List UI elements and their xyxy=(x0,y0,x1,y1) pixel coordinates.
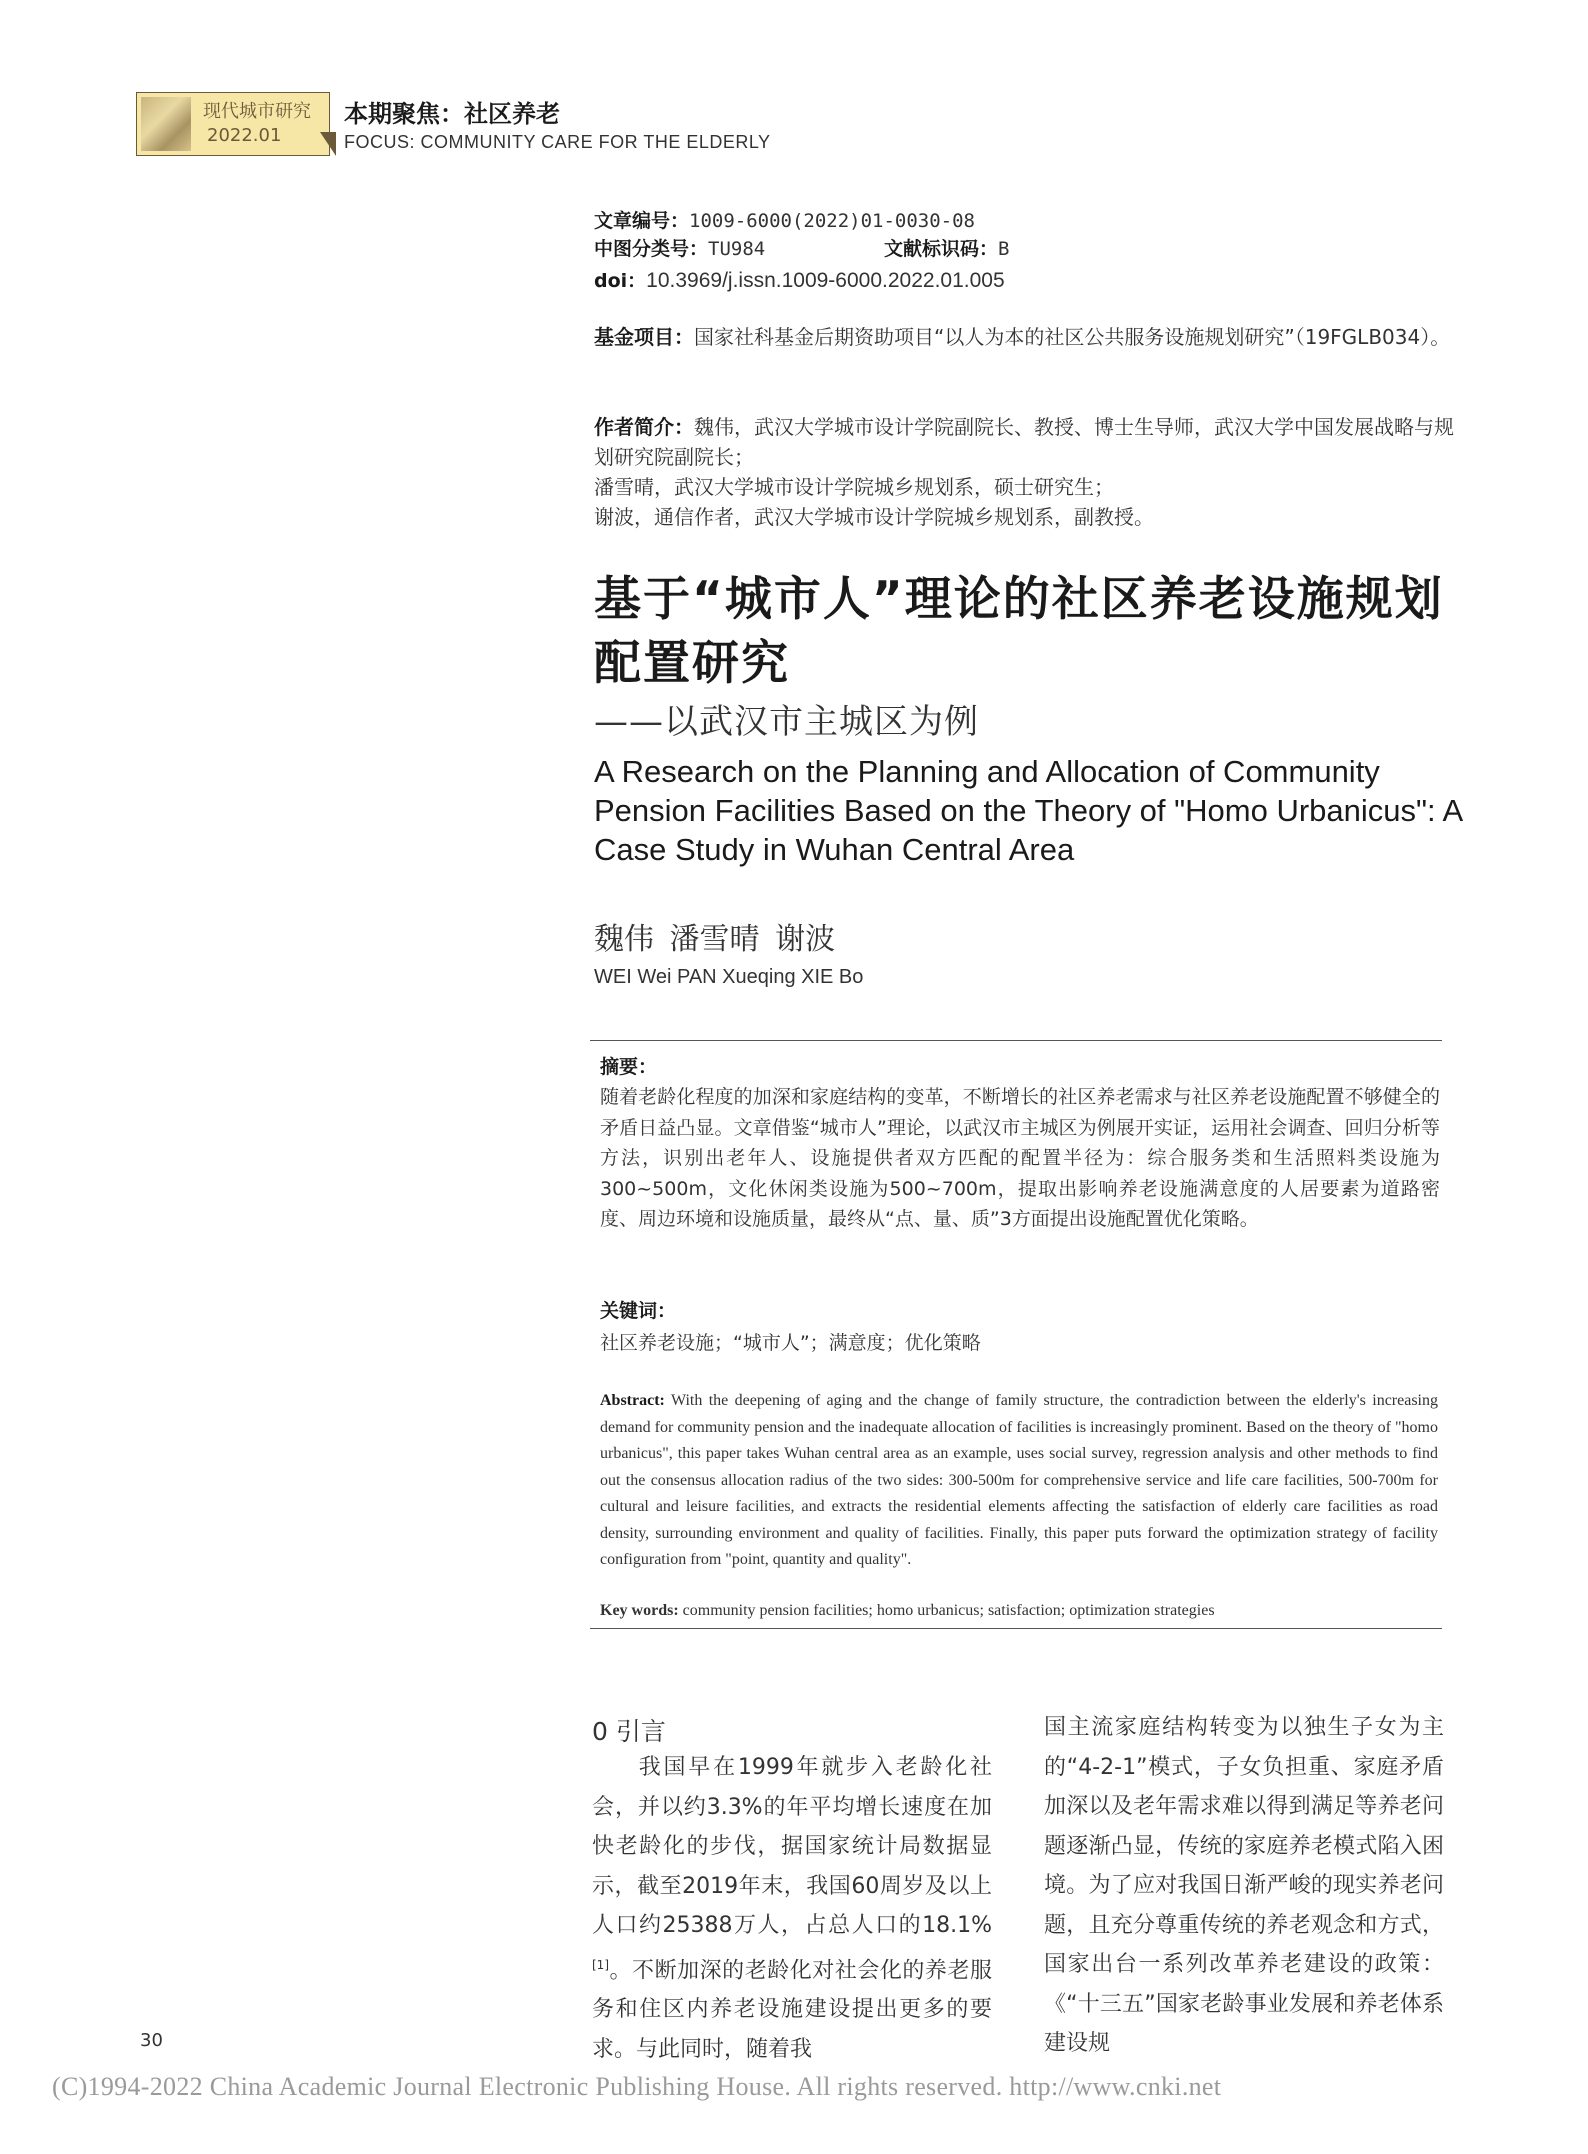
focus-title-en: FOCUS: COMMUNITY CARE FOR THE ELDERLY xyxy=(344,132,771,152)
clc-number: 中图分类号：TU984 xyxy=(594,238,766,260)
article-number: 文章编号：1009-6000(2022)01-0030-08 xyxy=(594,210,975,232)
fund-info: 基金项目：国家社科基金后期资助项目“以人为本的社区公共服务设施规划研究”（19FGLB034）。 xyxy=(594,325,1451,349)
abstract-en: Abstract: With the deepening of aging and the change of family structure, the contradiction between the elderly's increasing demand for community pension and the inadequate allocation of facilities is increasingly prominent. Based on the theory of "homo urbanicus", this paper takes Wuhan central area as an example, uses social survey, regression analysis and other methods to find out the consensus allocation radius of the two sides: 300-500m for comprehensive service and life care facilities, 500-700m for cultural and leisure facilities, and extracts the residential elements affecting the satisfaction of elderly care facilities as road density, surrounding environment and quality of facilities. Finally, this paper puts forward the optimization strategy of facility configuration from "point, quantity and quality". xyxy=(600,1392,1438,1568)
abstract-bottom-rule xyxy=(590,1628,1442,1629)
page-number: 30 xyxy=(140,2030,163,2051)
abstract-top-rule xyxy=(590,1040,1442,1041)
journal-badge xyxy=(136,92,330,156)
citation-ref: [1] xyxy=(592,1957,609,1972)
abstract-label-cn: 摘要： xyxy=(600,1056,658,1078)
copyright-notice: (C)1994-2022 China Academic Journal Electronic Publishing House. All rights reserved. http://www.cnki.net xyxy=(52,2072,1222,2101)
body-column-left: 我国早在1999年就步入老龄化社会，并以约3.3%的年平均增长速度在加快老龄化的步伐，据国家统计局数据显示，截至2019年末，我国60周岁及以上人口约25388万人，占总人口的18.1%[1]。不断加深的老龄化对社会化的养老服务和住区内养老设施建设提出更多的要求。与此同时，随着我 xyxy=(592,1755,992,2062)
section-heading: 0 引言 xyxy=(592,1717,666,1746)
author-info: 作者简介：魏伟，武汉大学城市设计学院副院长、教授、博士生导师，武汉大学中国发展战略与规划研究院副院长； 潘雪晴，武汉大学城市设计学院城乡规划系，硕士研究生； 谢波，通信作者，武汉大学城市设计学院城乡规划系，副教授。 xyxy=(594,415,1454,529)
body-column-right: 国主流家庭结构转变为以独生子女为主的“4-2-1”模式，子女负担重、家庭矛盾加深以及老年需求难以得到满足等养老问题逐渐凸显，传统的家庭养老模式陷入困境。为了应对我国日渐严峻的现实养老问题，且充分尊重传统的养老观念和方式，国家出台一系列改革养老建设的政策：《“十三五”国家老龄事业发展和养老体系建设规 xyxy=(1044,1715,1444,2056)
title-cn: 基于“城市人”理论的社区养老设施规划配置研究 xyxy=(594,572,1444,691)
abstract-text-cn: 随着老龄化程度的加深和家庭结构的变革，不断增长的社区养老需求与社区养老设施配置不够健全的矛盾日益凸显。文章借鉴“城市人”理论，以武汉市主城区为例展开实证，运用社会调查、回归分析等方法，识别出老年人、设施提供者双方匹配的配置半径为：综合服务类和生活照料类设施为300~500m，文化休闲类设施为500~700m，提取出影响养老设施满意度的人居要素为道路密度、周边环境和设施质量，最终从“点、量、质”3方面提出设施配置优化策略。 xyxy=(600,1086,1440,1230)
subtitle-cn: ——以武汉市主城区为例 xyxy=(594,702,979,742)
title-en: A Research on the Planning and Allocation of Community Pension Facilities Based on the Theory of "Homo Urbanicus": A Case Study in Wuhan Central Area xyxy=(594,754,1462,867)
keywords-label-cn: 关键词： xyxy=(600,1300,677,1322)
keywords-cn: 社区养老设施；“城市人”；满意度；优化策略 xyxy=(600,1332,981,1354)
badge-corner-decoration xyxy=(320,132,336,156)
authors-cn: 魏伟 潘雪晴 谢波 xyxy=(594,922,836,957)
focus-title-cn: 本期聚焦：社区养老 xyxy=(344,100,560,128)
journal-badge-image xyxy=(141,97,191,151)
journal-name: 现代城市研究 xyxy=(203,101,311,122)
document-code: 文献标识码：B xyxy=(884,238,1010,260)
journal-issue: 2022.01 xyxy=(207,125,282,146)
keywords-en: Key words: community pension facilities; homo urbanicus; satisfaction; optimization strategies xyxy=(600,1602,1215,1619)
authors-en: WEI Wei PAN Xueqing XIE Bo xyxy=(594,966,864,988)
doi: doi：10.3969/j.issn.1009-6000.2022.01.005 xyxy=(594,269,1005,292)
